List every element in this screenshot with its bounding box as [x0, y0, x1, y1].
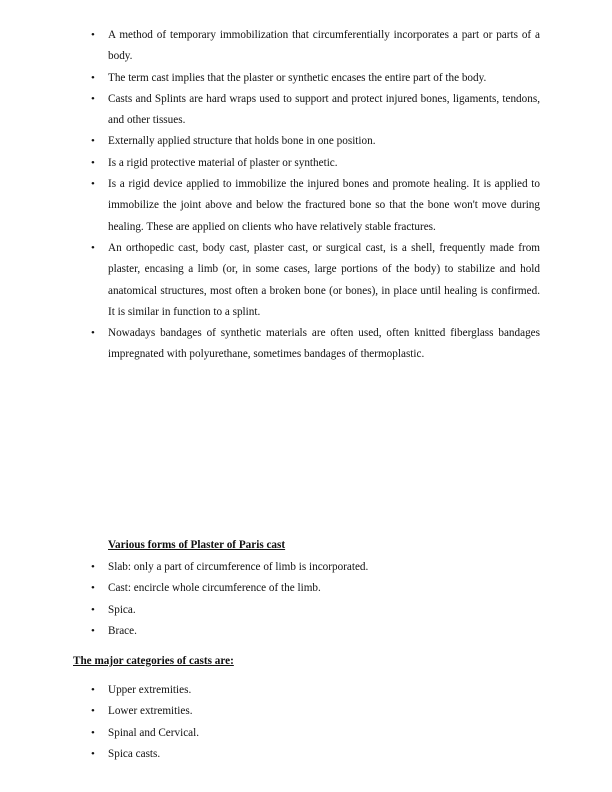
- bullet-icon: •: [91, 71, 95, 84]
- bullet-icon: •: [91, 135, 95, 148]
- list-item-text: Cast: encircle whole circumference of the limb.: [108, 582, 321, 595]
- list-item: [91, 25, 540, 68]
- list-item: [91, 89, 540, 132]
- list-item-text: Nowadays bandages of synthetic materials are often used, often knitted fiberglass bandages impregnated with polyurethane, sometimes bandages of thermoplastic.: [108, 327, 540, 361]
- list-item-text: Externally applied structure that holds bone in one position.: [108, 135, 376, 148]
- section-heading-plaster-forms: Various forms of Plaster of Paris cast: [108, 539, 286, 551]
- section-heading-cast-categories: The major categories of casts are:: [73, 655, 234, 667]
- list-item-text: Spinal and Cervical.: [108, 726, 200, 739]
- list-item: [91, 680, 540, 701]
- bullet-icon: •: [91, 705, 95, 718]
- cast-categories-list: [91, 680, 540, 765]
- list-item: [91, 621, 540, 642]
- list-item-text: Slab: only a part of circumference of limb is incorporated.: [108, 561, 369, 573]
- list-item: [91, 68, 540, 89]
- list-item-text: Spica casts.: [108, 747, 161, 760]
- list-item: [91, 600, 540, 621]
- list-item-text: Brace.: [108, 624, 137, 637]
- list-item: [91, 323, 540, 366]
- list-item: [91, 744, 540, 765]
- bullet-icon: •: [91, 241, 95, 254]
- list-item: [91, 578, 540, 599]
- list-item-text: Spica.: [108, 603, 136, 616]
- plaster-forms-list: [91, 557, 540, 642]
- list-item-text: A method of temporary immobilization that circumferentially incorporates a part or parts of a body.: [108, 29, 540, 63]
- list-item-text: Lower extremities.: [108, 705, 193, 718]
- list-item-text: The term cast implies that the plaster or synthetic encases the entire part of the body.: [108, 71, 487, 84]
- list-item: [91, 174, 540, 238]
- list-item-text: Is a rigid protective material of plaster or synthetic.: [108, 156, 338, 169]
- bullet-icon: •: [91, 327, 95, 340]
- bullet-icon: •: [91, 178, 95, 191]
- bullet-icon: •: [91, 156, 95, 169]
- list-item: [91, 701, 540, 722]
- list-item-text: Upper extremities.: [108, 684, 192, 696]
- list-item: [91, 131, 540, 152]
- bullet-icon: •: [91, 561, 95, 573]
- bullet-icon: •: [91, 92, 95, 105]
- list-item-text: An orthopedic cast, body cast, plaster cast, or surgical cast, is a shell, frequently made from plaster, encasing a limb (or, in some cases, large portions of the body) to stabilize and hold anatomical structures, most often a broken bone (or bones), in place until healing is confirmed. It is similar in function to a splint.: [108, 241, 540, 318]
- list-item-text: Is a rigid device applied to immobilize the injured bones and promote healing. It is applied to immobilize the joint above and below the fractured bone so that the bone won't move during healing. These are applied on clients who have relatively stable fractures.: [108, 178, 540, 233]
- list-item: [91, 153, 540, 174]
- bullet-icon: •: [91, 29, 95, 41]
- list-item: [91, 557, 540, 578]
- list-item: [91, 238, 540, 323]
- bullet-icon: •: [91, 582, 95, 595]
- bullet-icon: •: [91, 684, 95, 696]
- definition-list: [91, 25, 540, 366]
- list-item: [91, 723, 540, 744]
- bullet-icon: •: [91, 603, 95, 616]
- bullet-icon: •: [91, 747, 95, 760]
- bullet-icon: •: [91, 624, 95, 637]
- list-item-text: Casts and Splints are hard wraps used to support and protect injured bones, ligaments, tendons, and other tissues.: [108, 92, 540, 127]
- bullet-icon: •: [91, 726, 95, 739]
